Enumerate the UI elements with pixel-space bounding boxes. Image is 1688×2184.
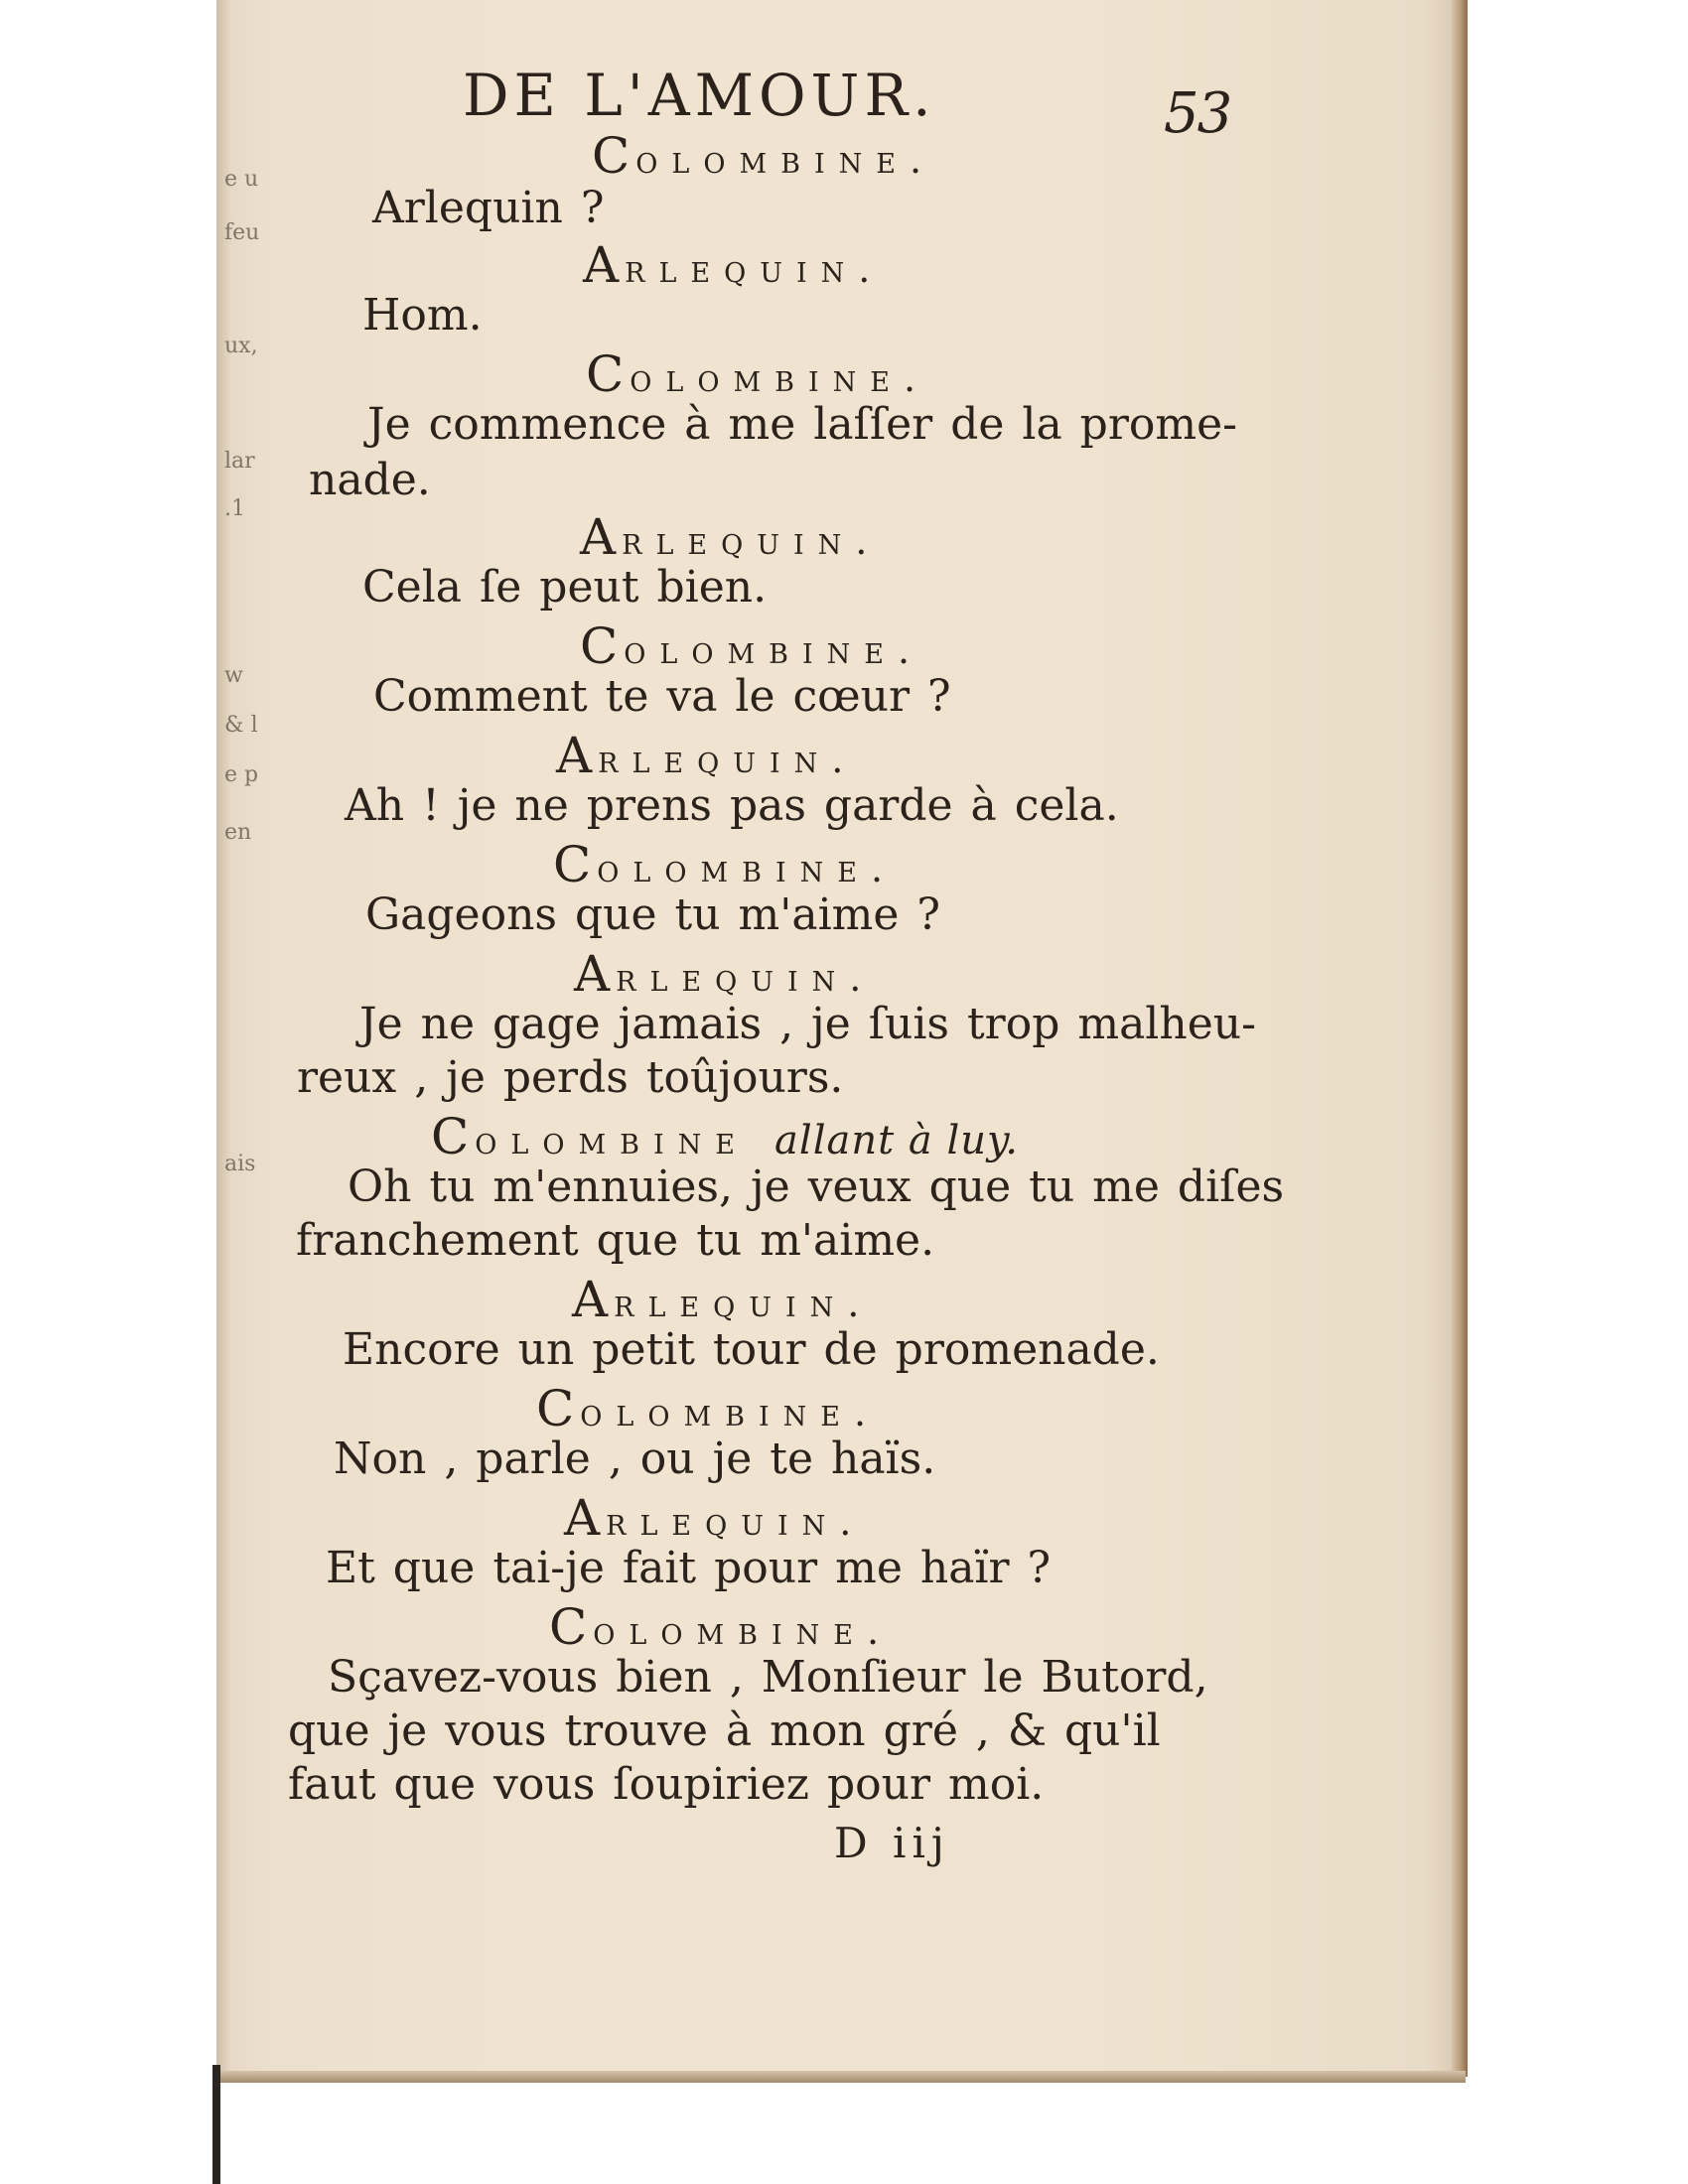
dialogue-line: nade.: [309, 455, 431, 505]
speaker-initial: C: [580, 617, 625, 675]
speaker-initial: A: [580, 508, 623, 566]
speaker-name: [592, 127, 935, 185]
speaker-initial: C: [592, 127, 636, 185]
dialogue-line: Cela ſe peut bien.: [362, 562, 768, 613]
margin-bleed-text: feu: [224, 220, 260, 245]
speaker-name: [536, 1380, 880, 1437]
signature-mark: D iij: [834, 1819, 950, 1867]
margin-bleed-text: e u: [224, 167, 259, 192]
speaker-initial: C: [553, 836, 598, 893]
margin-bleed-text: & l: [224, 713, 258, 738]
page-gutter: [216, 0, 230, 2075]
speaker-initial: C: [549, 1598, 594, 1656]
speaker-name: [580, 508, 881, 566]
speaker-initial: C: [431, 1108, 476, 1165]
speaker-name: [553, 836, 897, 893]
dialogue-line: Je commence à me laſſer de la prome-: [367, 399, 1237, 450]
dialogue-line: Ah ! je ne prens pas garde à cela.: [345, 780, 1119, 831]
speaker-name-rest: olombine: [475, 1119, 749, 1162]
page-fore-edge: [1452, 0, 1468, 2077]
margin-bleed-text: w: [224, 663, 243, 688]
dialogue-line: Hom.: [362, 290, 483, 341]
margin-bleed-text: en: [224, 820, 252, 845]
dialogue-line: Non , parle , ou je te haïs.: [334, 1433, 936, 1484]
spine-shadow: [212, 2065, 220, 2184]
speaker-initial: A: [564, 1489, 607, 1547]
speaker-name: [580, 617, 923, 675]
speaker-name-rest: olombine.: [635, 138, 936, 182]
speaker-name-rest: rlequin.: [606, 1500, 866, 1544]
stage-direction: allant à luy.: [774, 1118, 1019, 1163]
speaker-name-rest: rlequin.: [616, 956, 876, 1000]
speaker-name-rest: olombine.: [593, 1609, 894, 1653]
margin-bleed-text: lar: [224, 449, 255, 474]
margin-bleed-text: ais: [224, 1152, 256, 1176]
speaker-name-rest: rlequin.: [625, 247, 885, 291]
speaker-initial: C: [586, 345, 631, 403]
speaker-name: [556, 727, 857, 784]
speaker-name-rest: olombine.: [624, 628, 924, 672]
speaker-initial: A: [583, 236, 626, 294]
speaker-name: [586, 345, 929, 403]
speaker-name: [564, 1489, 865, 1547]
speaker-initial: C: [536, 1380, 581, 1437]
dialogue-line: Arlequin ?: [372, 183, 605, 233]
speaker-name: [431, 1108, 1019, 1165]
dialogue-line: Sçavez-vous bien , Monſieur le Butord,: [328, 1652, 1208, 1703]
speaker-name-rest: rlequin.: [614, 1282, 874, 1325]
dialogue-line: Oh tu m'ennuies, je veux que tu me diſes: [348, 1161, 1285, 1212]
speaker-name-rest: olombine.: [580, 1391, 881, 1434]
speaker-initial: A: [556, 727, 599, 784]
dialogue-line: Et que tai-je fait pour me haïr ?: [326, 1543, 1052, 1593]
speaker-name-rest: rlequin.: [622, 519, 882, 563]
dialogue-line: reux , je perds toûjours.: [297, 1052, 844, 1103]
speaker-name-rest: olombine.: [597, 847, 898, 890]
speaker-name: [549, 1598, 893, 1656]
speaker-name-rest: rlequin.: [598, 738, 858, 781]
speaker-name-rest: olombine.: [630, 356, 930, 400]
dialogue-line: que je vous trouve à mon gré , & qu'il: [288, 1706, 1161, 1756]
running-head: DE L'AMOUR.: [463, 62, 936, 129]
page-bottom-edge: [216, 2071, 1466, 2083]
dialogue-line: faut que vous ſoupiriez pour moi.: [288, 1759, 1045, 1810]
dialogue-line: franchement que tu m'aime.: [296, 1215, 935, 1266]
speaker-name: [572, 1271, 873, 1328]
margin-bleed-text: ux,: [224, 334, 258, 358]
margin-bleed-text: .1: [224, 496, 245, 521]
speaker-name: [583, 236, 884, 294]
dialogue-line: Comment te va le cœur ?: [373, 671, 951, 722]
speaker-initial: A: [574, 945, 617, 1003]
dialogue-line: Encore un petit tour de promenade.: [343, 1324, 1160, 1375]
dialogue-line: Je ne gage jamais , je ſuis trop malheu-: [359, 999, 1256, 1049]
speaker-initial: A: [572, 1271, 615, 1328]
speaker-name: [574, 945, 875, 1003]
dialogue-line: Gageons que tu m'aime ?: [365, 889, 940, 940]
page-number: 53: [1164, 81, 1231, 146]
margin-bleed-text: e p: [224, 762, 259, 787]
